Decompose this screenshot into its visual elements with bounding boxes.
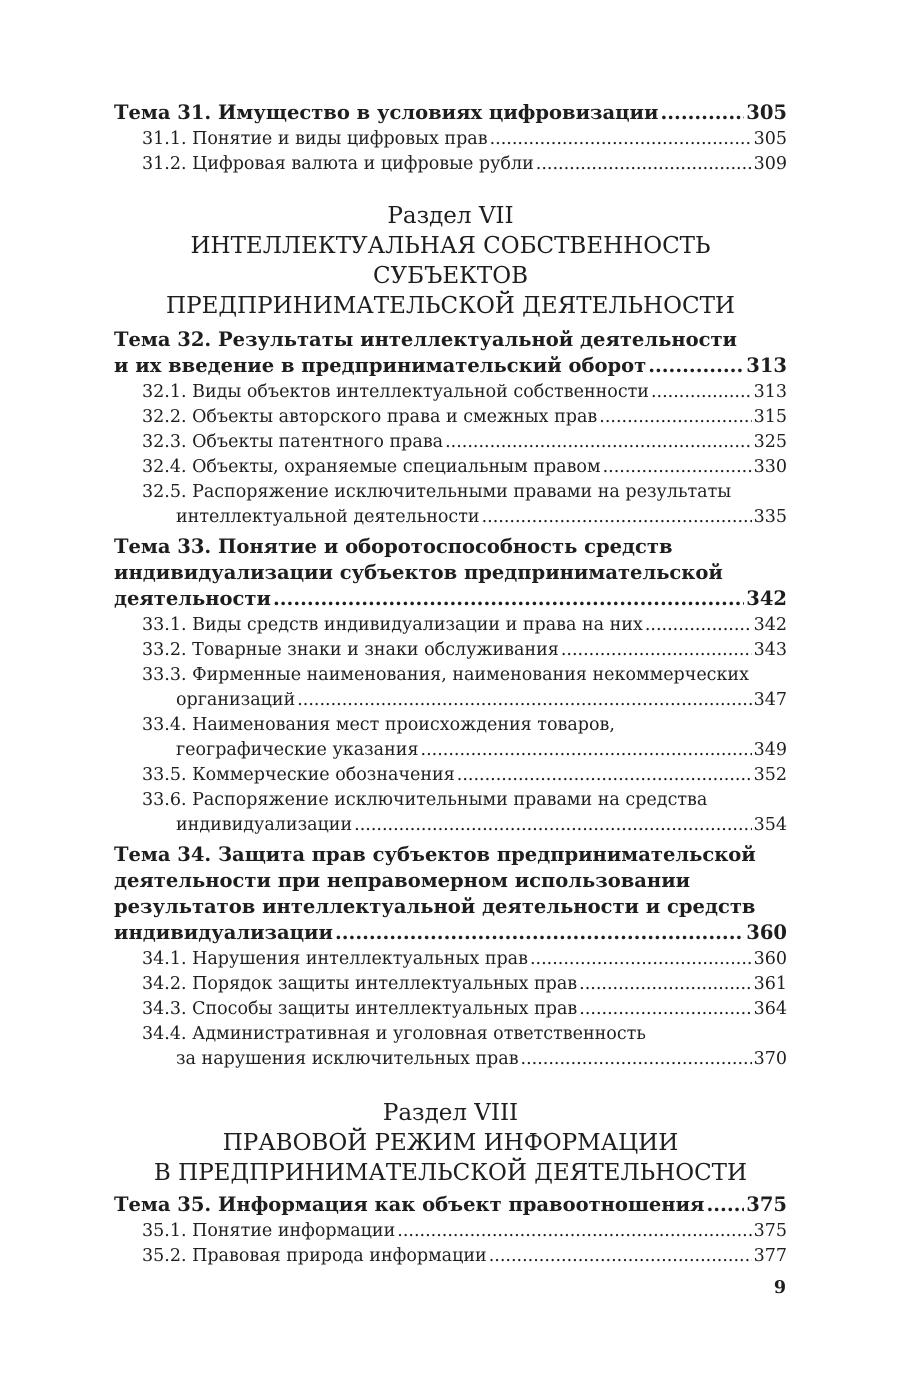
dot-leader bbox=[536, 152, 752, 177]
toc-entry[interactable] bbox=[142, 997, 787, 1022]
theme-title-line: индивидуализации субъектов предпринимательской bbox=[114, 561, 723, 584]
subsection-title-line: 32.5. Распоряжение исключительными правами на результаты bbox=[142, 482, 732, 502]
section-heading-8 bbox=[114, 1098, 787, 1188]
subsection-list bbox=[142, 380, 787, 530]
toc-entry[interactable] bbox=[142, 972, 787, 997]
toc-entry[interactable] bbox=[142, 1219, 787, 1244]
subsection-title: 33.2. Товарные знаки и знаки обслуживания bbox=[142, 640, 559, 660]
page-ref: 375 bbox=[753, 1221, 787, 1241]
toc-entry[interactable] bbox=[142, 455, 787, 480]
section-heading-7 bbox=[114, 201, 787, 321]
page-ref: 309 bbox=[753, 154, 787, 174]
page-ref: 305 bbox=[753, 129, 787, 149]
toc-entry[interactable] bbox=[142, 613, 787, 638]
page-ref: 342 bbox=[753, 615, 787, 635]
dot-leader bbox=[397, 1219, 751, 1244]
subsection-title: 32.3. Объекты патентного права bbox=[142, 432, 444, 452]
subsection-title: 32.1. Виды объектов интеллектуальной собственности bbox=[142, 382, 649, 402]
dot-leader bbox=[561, 638, 752, 663]
toc-entry[interactable] bbox=[142, 405, 787, 430]
theme-35 bbox=[114, 1192, 787, 1218]
dot-leader bbox=[490, 127, 752, 152]
toc-entry[interactable] bbox=[142, 763, 787, 788]
toc-entry[interactable] bbox=[142, 505, 787, 530]
dot-leader bbox=[660, 100, 744, 126]
subsection-title: 34.2. Порядок защиты интеллектуальных прав bbox=[142, 974, 578, 994]
dot-leader bbox=[445, 430, 751, 455]
toc-entry[interactable] bbox=[142, 638, 787, 663]
page-ref: 361 bbox=[753, 974, 787, 994]
toc-entry[interactable] bbox=[142, 813, 787, 838]
toc-entry[interactable] bbox=[114, 586, 787, 612]
page-ref: 342 bbox=[746, 587, 787, 610]
dot-leader bbox=[648, 353, 744, 379]
subsection-title-line: организаций bbox=[176, 690, 296, 710]
toc-entry[interactable] bbox=[142, 1244, 787, 1269]
dot-leader bbox=[421, 738, 752, 763]
subsection-title-line: 33.4. Наименования мест происхождения товаров, bbox=[142, 715, 615, 735]
theme-title-line: Тема 33. Понятие и оборотоспособность средств bbox=[114, 535, 673, 558]
theme-title-line: Тема 32. Результаты интеллектуальной деятельности bbox=[114, 328, 738, 351]
theme-32 bbox=[114, 327, 787, 379]
dot-leader bbox=[530, 947, 752, 972]
toc-entry[interactable] bbox=[114, 920, 787, 946]
toc-entry[interactable] bbox=[142, 380, 787, 405]
subsection-title-line: географические указания bbox=[176, 740, 419, 760]
page-number: 9 bbox=[773, 1278, 786, 1298]
subsection-list bbox=[142, 127, 787, 177]
dot-leader bbox=[579, 997, 751, 1022]
subsection-title: 32.4. Объекты, охраняемые специальным правом bbox=[142, 457, 601, 477]
theme-title-line: индивидуализации bbox=[114, 921, 333, 944]
page-ref: 349 bbox=[753, 740, 787, 760]
dot-leader bbox=[482, 505, 752, 530]
page-ref: 315 bbox=[753, 407, 787, 427]
theme-title: Тема 35. Информация как объект правоотношения bbox=[114, 1193, 705, 1216]
section-title-line: В ПРЕДПРИНИМАТЕЛЬСКОЙ ДЕЯТЕЛЬНОСТИ bbox=[153, 1160, 748, 1186]
subsection-title: 31.2. Цифровая валюта и цифровые рубли bbox=[142, 154, 534, 174]
subsection-title: 31.1. Понятие и виды цифровых прав bbox=[142, 129, 488, 149]
theme-34 bbox=[114, 842, 787, 946]
theme-title: Тема 31. Имущество в условиях цифровизации bbox=[114, 101, 659, 124]
section-title-line: ПРАВОВОЙ РЕЖИМ ИНФОРМАЦИИ bbox=[222, 1130, 679, 1156]
dot-leader bbox=[457, 763, 752, 788]
subsection-title: 34.1. Нарушения интеллектуальных прав bbox=[142, 949, 528, 969]
subsection-title: 35.1. Понятие информации bbox=[142, 1221, 396, 1241]
page-ref: 325 bbox=[753, 432, 787, 452]
page-ref: 370 bbox=[753, 1049, 787, 1069]
page-ref: 343 bbox=[753, 640, 787, 660]
page-ref: 305 bbox=[746, 101, 787, 124]
dot-leader bbox=[599, 405, 751, 430]
dot-leader bbox=[521, 1047, 752, 1072]
table-of-contents bbox=[114, 100, 787, 1269]
dot-leader bbox=[354, 813, 751, 838]
subsection-list bbox=[142, 947, 787, 1072]
subsection-title-line: индивидуализации bbox=[176, 815, 353, 835]
section-label: Раздел VII bbox=[387, 203, 514, 229]
page-ref: 352 bbox=[753, 765, 787, 785]
toc-entry[interactable] bbox=[114, 1192, 787, 1218]
subsection-title-line: за нарушения исключительных прав bbox=[176, 1049, 519, 1069]
page-ref: 313 bbox=[753, 382, 787, 402]
subsection-title-line: интеллектуальной деятельности bbox=[176, 507, 480, 527]
subsection-list bbox=[142, 1219, 787, 1269]
page-ref: 313 bbox=[746, 354, 787, 377]
section-title-line: ИНТЕЛЛЕКТУАЛЬНАЯ СОБСТВЕННОСТЬ СУБЪЕКТОВ bbox=[190, 233, 711, 289]
page-ref: 335 bbox=[753, 507, 787, 527]
theme-31 bbox=[114, 100, 787, 126]
section-label: Раздел VIII bbox=[382, 1100, 519, 1126]
dot-leader bbox=[297, 688, 751, 713]
section-title-line: ПРЕДПРИНИМАТЕЛЬСКОЙ ДЕЯТЕЛЬНОСТИ bbox=[166, 293, 735, 319]
page-ref: 360 bbox=[753, 949, 787, 969]
page-ref: 347 bbox=[753, 690, 787, 710]
toc-entry[interactable] bbox=[142, 947, 787, 972]
toc-entry[interactable] bbox=[142, 1047, 787, 1072]
subsection-title-line: 33.6. Распоряжение исключительными правами на средства bbox=[142, 790, 708, 810]
toc-entry[interactable] bbox=[142, 430, 787, 455]
dot-leader bbox=[603, 455, 752, 480]
subsection-title: 35.2. Правовая природа информации bbox=[142, 1246, 487, 1266]
toc-entry[interactable] bbox=[142, 152, 787, 177]
page-ref: 360 bbox=[746, 921, 787, 944]
subsection-title-line: 33.3. Фирменные наименования, наименования некоммерческих bbox=[142, 665, 749, 685]
theme-title-line: деятельности при неправомерном использовании bbox=[114, 869, 691, 892]
page-ref: 354 bbox=[753, 815, 787, 835]
page-ref: 330 bbox=[753, 457, 787, 477]
toc-entry[interactable] bbox=[142, 738, 787, 763]
subsection-title: 33.1. Виды средств индивидуализации и права на них bbox=[142, 615, 643, 635]
dot-leader bbox=[645, 613, 752, 638]
dot-leader bbox=[335, 920, 744, 946]
theme-title-line: Тема 34. Защита прав субъектов предпринимательской bbox=[114, 843, 756, 866]
toc-entry[interactable] bbox=[142, 127, 787, 152]
dot-leader bbox=[651, 380, 752, 405]
page-ref: 377 bbox=[753, 1246, 787, 1266]
dot-leader bbox=[579, 972, 751, 997]
dot-leader bbox=[489, 1244, 752, 1269]
dot-leader bbox=[706, 1192, 744, 1218]
theme-33 bbox=[114, 534, 787, 612]
dot-leader bbox=[273, 586, 744, 612]
subsection-title: 33.5. Коммерческие обозначения bbox=[142, 765, 455, 785]
toc-entry[interactable] bbox=[114, 353, 787, 379]
subsection-title: 34.3. Способы защиты интеллектуальных прав bbox=[142, 999, 578, 1019]
theme-title-line: деятельности bbox=[114, 587, 271, 610]
subsection-title-line: 34.4. Административная и уголовная ответственность bbox=[142, 1024, 646, 1044]
subsection-title: 32.2. Объекты авторского права и смежных прав bbox=[142, 407, 598, 427]
toc-entry[interactable] bbox=[142, 688, 787, 713]
theme-title-line: результатов интеллектуальной деятельности и средств bbox=[114, 895, 756, 918]
subsection-list bbox=[142, 613, 787, 838]
page-ref: 364 bbox=[753, 999, 787, 1019]
page-ref: 375 bbox=[746, 1193, 787, 1216]
toc-entry[interactable] bbox=[114, 100, 787, 126]
theme-title-line: и их введение в предпринимательский оборот bbox=[114, 354, 647, 377]
